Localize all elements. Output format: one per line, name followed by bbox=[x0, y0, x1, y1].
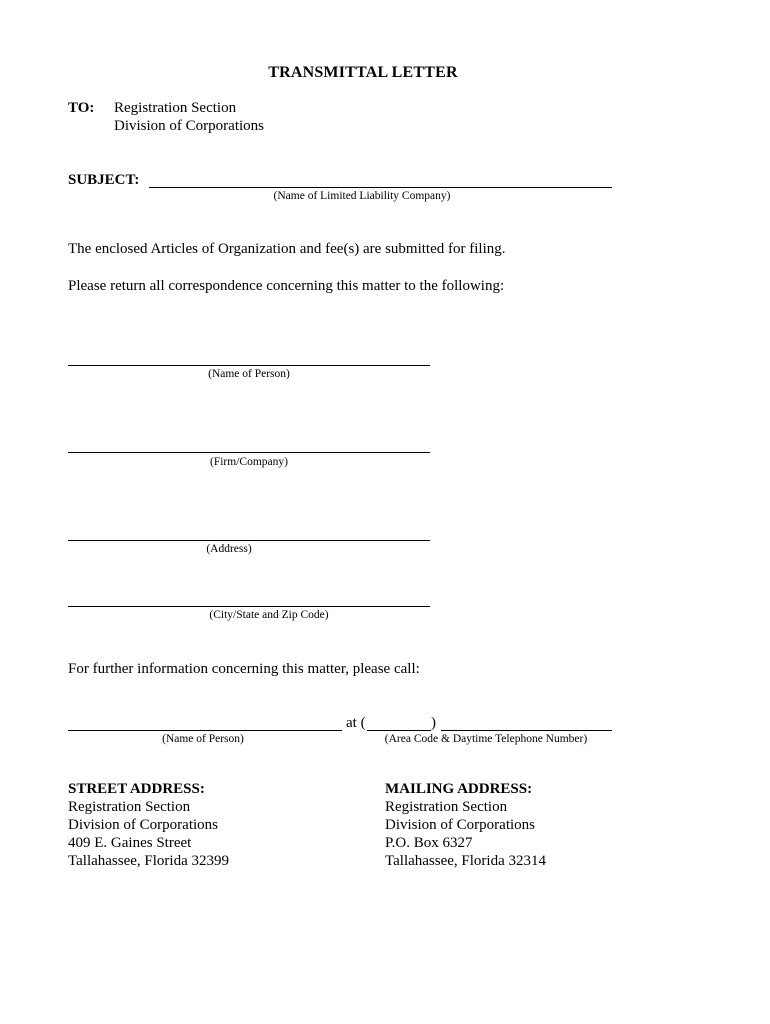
street-line-1: Registration Section bbox=[68, 799, 191, 815]
street-line-3: 409 E. Gaines Street bbox=[68, 835, 192, 851]
page-title: TRANSMITTAL LETTER bbox=[268, 64, 458, 81]
area-code-line[interactable] bbox=[367, 730, 431, 731]
further-info-text: For further information concerning this matter, please call: bbox=[68, 661, 420, 677]
street-address-heading: STREET ADDRESS: bbox=[68, 781, 205, 797]
subject-field-line[interactable] bbox=[149, 187, 612, 188]
city-state-zip-line[interactable] bbox=[68, 606, 430, 607]
to-label: TO: bbox=[68, 100, 95, 116]
address-line[interactable] bbox=[68, 540, 430, 541]
subject-label: SUBJECT: bbox=[68, 172, 140, 188]
subject-caption: (Name of Limited Liability Company) bbox=[273, 190, 451, 202]
to-line-2: Division of Corporations bbox=[114, 118, 264, 134]
name-of-person-caption: (Name of Person) bbox=[208, 368, 290, 380]
city-state-zip-caption: (City/State and Zip Code) bbox=[209, 609, 329, 621]
enclosed-statement: The enclosed Articles of Organization and fee(s) are submitted for filing. bbox=[68, 241, 506, 257]
return-instruction: Please return all correspondence concerning this matter to the following: bbox=[68, 278, 505, 294]
firm-company-caption: (Firm/Company) bbox=[210, 456, 288, 468]
address-caption: (Address) bbox=[206, 543, 252, 555]
telephone-line[interactable] bbox=[441, 730, 612, 731]
firm-company-line[interactable] bbox=[68, 452, 430, 453]
phone-caption: (Area Code & Daytime Telephone Number) bbox=[384, 733, 588, 745]
at-label: at ( bbox=[346, 715, 366, 731]
contact-name-caption: (Name of Person) bbox=[162, 733, 244, 745]
street-line-2: Division of Corporations bbox=[68, 817, 218, 833]
to-line-1: Registration Section bbox=[114, 100, 237, 116]
mailing-line-1: Registration Section bbox=[385, 799, 508, 815]
mailing-line-2: Division of Corporations bbox=[385, 817, 535, 833]
close-paren: ) bbox=[431, 715, 436, 731]
contact-name-line[interactable] bbox=[68, 730, 342, 731]
mailing-address-heading: MAILING ADDRESS: bbox=[385, 781, 533, 797]
mailing-line-3: P.O. Box 6327 bbox=[385, 835, 473, 851]
street-line-4: Tallahassee, Florida 32399 bbox=[68, 853, 229, 869]
mailing-line-4: Tallahassee, Florida 32314 bbox=[385, 853, 546, 869]
name-of-person-line[interactable] bbox=[68, 365, 430, 366]
